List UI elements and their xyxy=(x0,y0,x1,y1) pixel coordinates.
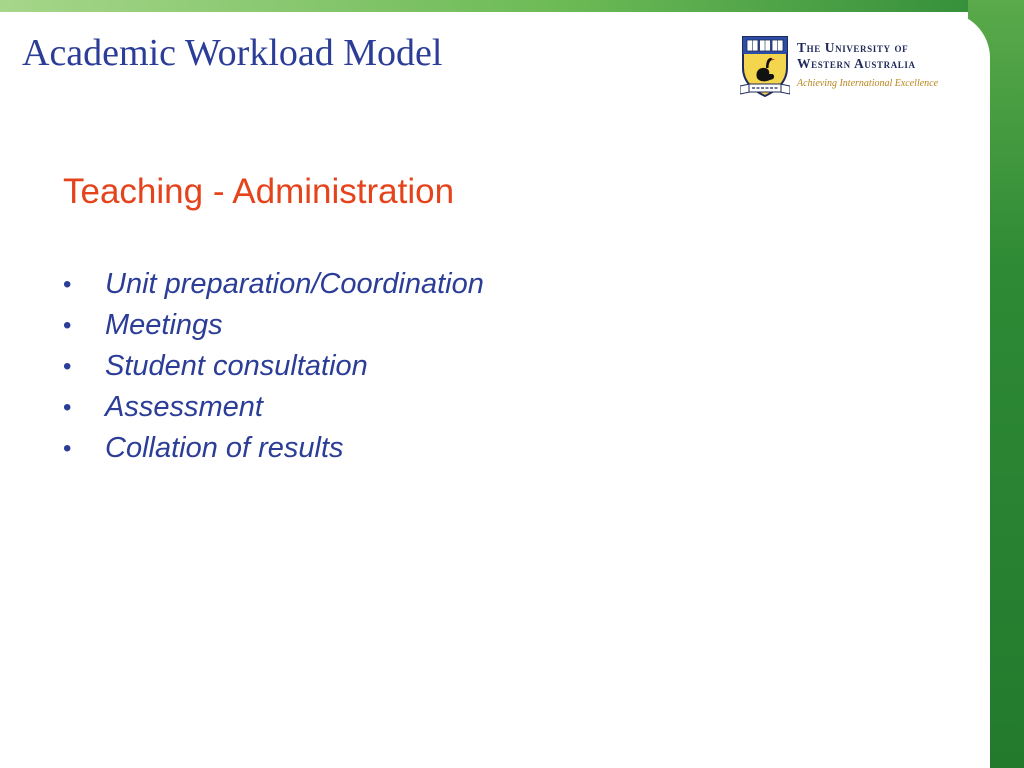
top-green-band xyxy=(0,0,1024,12)
bullet-text: Assessment xyxy=(105,391,263,423)
bullet-marker: • xyxy=(63,312,72,339)
bullet-marker: • xyxy=(63,394,72,421)
bullet-marker: • xyxy=(63,353,72,380)
logo-tagline: Achieving International Excellence xyxy=(797,78,939,89)
bullet-text: Meetings xyxy=(105,309,223,341)
bullet-marker: • xyxy=(63,271,72,298)
university-logo xyxy=(740,34,970,98)
university-crest-icon xyxy=(740,34,790,98)
section-heading: Teaching - Administration xyxy=(63,172,455,211)
slide-title: Academic Workload Model xyxy=(22,32,443,74)
bullet-text: Student consultation xyxy=(105,350,368,382)
logo-university-name-line1: The University of xyxy=(797,40,909,55)
bullet-marker: • xyxy=(63,435,72,462)
bullet-text: Unit preparation/Coordination xyxy=(105,268,484,300)
bullet-text: Collation of results xyxy=(105,432,344,464)
logo-university-name-line2: Western Australia xyxy=(797,56,916,71)
